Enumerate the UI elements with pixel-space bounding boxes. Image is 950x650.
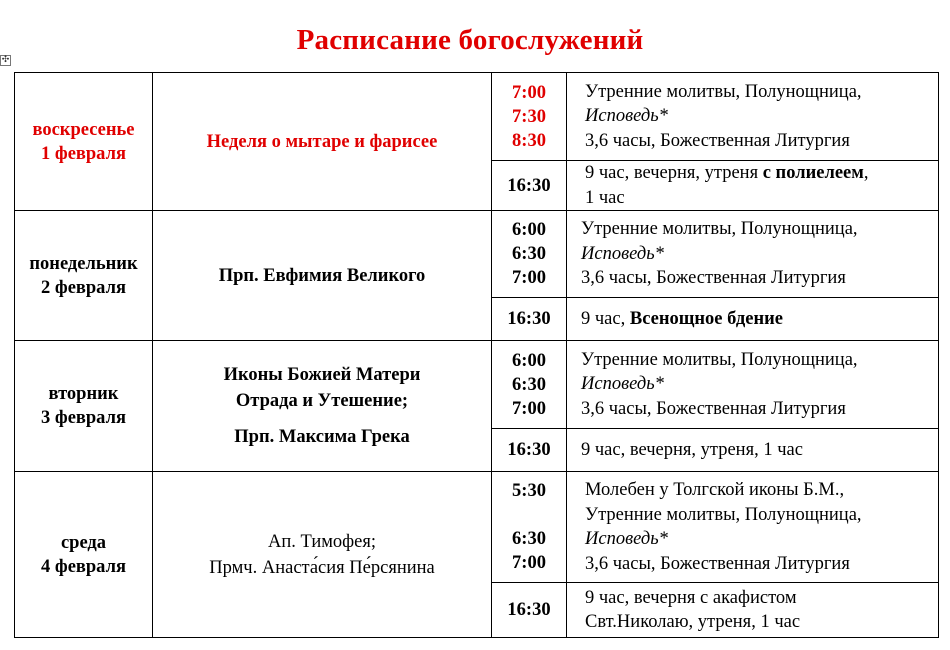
service-line: Исповедь* <box>585 106 668 127</box>
feast-line: Ап. Тимофея; <box>267 531 377 552</box>
morning-times <box>492 472 567 583</box>
time: 6:00 <box>512 220 546 240</box>
time: 7:30 <box>512 106 546 127</box>
morning-services <box>567 341 939 429</box>
time: 7:00 <box>512 82 546 103</box>
day-cell <box>15 341 153 472</box>
morning-services <box>567 211 939 298</box>
time: 7:00 <box>512 553 546 573</box>
service-line: Утренние молитвы, Полунощница, <box>585 81 862 102</box>
evening-time: 16:30 <box>492 583 567 638</box>
table-row <box>15 472 939 583</box>
evening-service <box>567 161 939 211</box>
morning-times <box>492 211 567 298</box>
time: 7:00 <box>512 268 546 288</box>
date: 3 февраля <box>41 408 126 428</box>
feast-line: Прп. Максима Грека <box>234 427 410 447</box>
day-cell <box>15 211 153 341</box>
feast-line: Прп. Евфимия Великого <box>218 265 426 286</box>
time: 8:30 <box>512 130 546 151</box>
service-line: 9 час, вечерня с акафистом <box>585 587 797 608</box>
evening-time: 16:30 <box>492 298 567 341</box>
evening-service <box>567 583 939 638</box>
morning-services <box>567 73 939 161</box>
service-line: Утренние молитвы, Полунощница, <box>581 349 858 370</box>
service-line: Молебен у Толгской иконы Б.М., <box>585 480 845 500</box>
evening-service <box>567 429 939 472</box>
time: 6:30 <box>512 244 546 264</box>
evening-service <box>567 298 939 341</box>
feast-line: Иконы Божией Матери <box>223 365 421 385</box>
day-cell <box>15 472 153 638</box>
time: 7:00 <box>512 398 546 419</box>
service-line: Свт.Николаю, утреня, 1 час <box>585 612 801 632</box>
service-line: Исповедь* <box>581 243 664 264</box>
feast-cell <box>153 341 492 472</box>
time: 6:30 <box>512 529 546 549</box>
time: 6:30 <box>512 374 546 395</box>
service-line: 9 час, вечерня, утреня, 1 час <box>581 439 803 460</box>
service-line: Исповедь* <box>585 529 668 549</box>
schedule-table <box>14 72 939 638</box>
page-title: Расписание богослужений <box>296 24 644 56</box>
service-line: 3,6 часы, Божественная Литургия <box>585 553 850 574</box>
feast-cell <box>153 73 492 211</box>
table-row <box>15 341 939 429</box>
feast-line: Неделя о мытаре и фарисее <box>206 131 438 152</box>
time: 5:30 <box>512 481 546 501</box>
service-line: 1 час <box>585 187 625 208</box>
service-line: 3,6 часы, Божественная Литургия <box>581 268 846 289</box>
feast-line: Прмч. Анаста́сия Пе́рсянина <box>209 557 435 578</box>
service-line: Утренние молитвы, Полунощница, <box>581 219 858 240</box>
evening-time: 16:30 <box>492 429 567 472</box>
date: 1 февраля <box>41 143 126 164</box>
service-line: 3,6 часы, Божественная Литургия <box>585 130 850 151</box>
feast-line: Отрада и Утешение; <box>235 391 409 411</box>
weekday: среда <box>60 532 107 553</box>
service-line: Исповедь* <box>581 374 664 395</box>
evening-time: 16:30 <box>492 161 567 211</box>
time: 6:00 <box>512 350 546 371</box>
date: 2 февраля <box>41 277 126 298</box>
day-cell <box>15 73 153 211</box>
morning-services <box>567 472 939 583</box>
morning-times <box>492 73 567 161</box>
table-move-handle-icon[interactable]: ✣ <box>1 55 10 65</box>
feast-cell <box>153 211 492 341</box>
weekday: понедельник <box>29 253 138 274</box>
service-line: 9 час, вечерня, утреня с полиелеем, <box>585 163 869 183</box>
table-row <box>15 211 939 298</box>
service-line: 9 час, Всенощное бдение <box>581 308 784 329</box>
morning-times <box>492 341 567 429</box>
weekday: вторник <box>48 384 119 404</box>
service-line: Утренние молитвы, Полунощница, <box>585 504 862 525</box>
service-line: 3,6 часы, Божественная Литургия <box>581 398 846 419</box>
weekday: воскресенье <box>32 119 135 140</box>
date: 4 февраля <box>41 556 126 577</box>
table-row <box>15 73 939 161</box>
feast-cell <box>153 472 492 638</box>
